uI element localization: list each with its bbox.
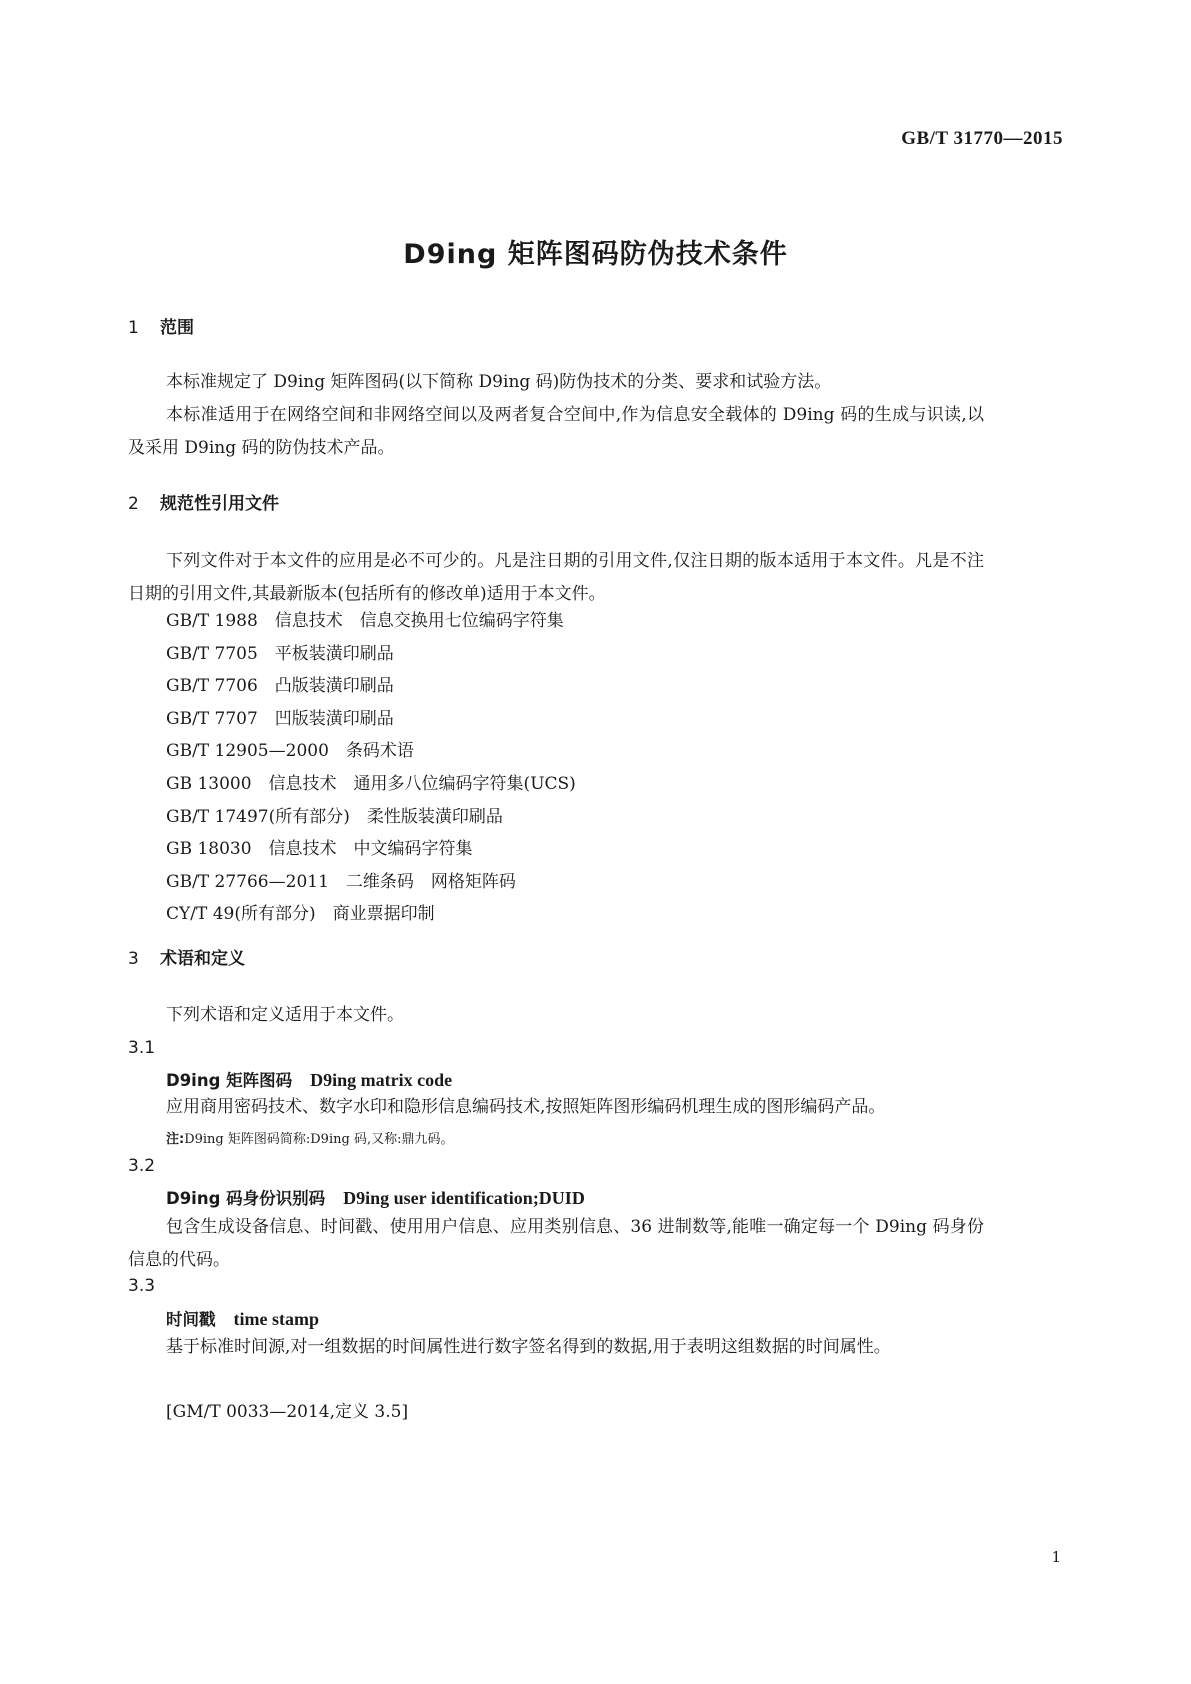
scope-paragraph-2: 本标准适用于在网络空间和非网络空间以及两者复合空间中,作为信息安全载体的 D9ing 码的生成与识读,以及采用 D9ing 码的防伪技术产品。: [128, 405, 984, 458]
reference-item: GB 13000 信息技术 通用多八位编码字符集(UCS): [166, 773, 576, 794]
reference-item: GB/T 12905—2000 条码术语: [166, 741, 414, 762]
term-number-3-1: 3.1: [128, 1038, 156, 1058]
reference-item: GB/T 27766—2011 二维条码 网格矩阵码: [166, 871, 516, 892]
reference-item: CY/T 49(所有部分) 商业票据印制: [166, 904, 435, 925]
note-text: D9ing 矩阵图码简称:D9ing 码,又称:鼎九码。: [184, 1132, 454, 1147]
note-label: 注:: [166, 1132, 185, 1147]
section-title: 术语和定义: [160, 949, 245, 969]
reference-item: GB/T 7707 凹版装潢印刷品: [166, 708, 394, 729]
term-3-3-name: [166, 1306, 319, 1330]
term-name-en: time stamp: [233, 1309, 319, 1329]
reference-list: [166, 605, 576, 931]
term-3-3-source: [GM/T 0033—2014,定义 3.5]: [166, 1402, 409, 1422]
section-3-heading: [128, 944, 245, 969]
term-3-1-definition: 应用商用密码技术、数字水印和隐形信息编码技术,按照矩阵图形编码机理生成的图形编码产品。: [166, 1097, 886, 1117]
term-number-3-2: 3.2: [128, 1156, 156, 1176]
page-number: 1: [1051, 1548, 1061, 1566]
term-name-en: D9ing user identification;DUID: [343, 1188, 585, 1208]
term-3-1-name: [166, 1067, 452, 1091]
document-title: D9ing 矩阵图码防伪技术条件: [403, 239, 788, 270]
term-name-cn: D9ing 码身份识别码: [166, 1189, 326, 1208]
section-number: 1: [128, 318, 139, 338]
term-number-3-3: 3.3: [128, 1276, 156, 1296]
terms-intro: 下列术语和定义适用于本文件。: [166, 1005, 404, 1025]
section-number: 3: [128, 949, 139, 969]
section-title: 范围: [160, 318, 194, 338]
section-number: 2: [128, 494, 139, 514]
section-2-heading: [128, 489, 279, 514]
term-3-2-name: [166, 1185, 585, 1209]
term-3-2-definition: 包含生成设备信息、时间戳、使用用户信息、应用类别信息、36 进制数等,能唯一确定每一个 D9ing 码身份信息的代码。: [128, 1217, 984, 1270]
section-title: 规范性引用文件: [160, 494, 279, 514]
reference-item: GB/T 7706 凸版装潢印刷品: [166, 676, 394, 697]
reference-item: GB 18030 信息技术 中文编码字符集: [166, 839, 473, 860]
references-intro: 下列文件对于本文件的应用是必不可少的。凡是注日期的引用文件,仅注日期的版本适用于本文件。凡是不注日期的引用文件,其最新版本(包括所有的修改单)适用于本文件。: [128, 551, 984, 604]
term-name-cn: D9ing 矩阵图码: [166, 1071, 293, 1090]
scope-paragraph-1: 本标准规定了 D9ing 矩阵图码(以下简称 D9ing 码)防伪技术的分类、要求和试验方法。: [166, 372, 832, 392]
term-name-en: D9ing matrix code: [310, 1070, 453, 1090]
reference-item: GB/T 17497(所有部分) 柔性版装潢印刷品: [166, 806, 503, 827]
standard-code: GB/T 31770—2015: [901, 128, 1063, 149]
term-name-cn: 时间戳: [166, 1310, 216, 1329]
reference-item: GB/T 7705 平板装潢印刷品: [166, 643, 394, 664]
term-3-1-note: [166, 1128, 453, 1147]
reference-item: GB/T 1988 信息技术 信息交换用七位编码字符集: [166, 611, 564, 631]
term-3-3-definition: 基于标准时间源,对一组数据的时间属性进行数字签名得到的数据,用于表明这组数据的时间属性。: [166, 1337, 891, 1357]
section-1-heading: [128, 313, 194, 338]
